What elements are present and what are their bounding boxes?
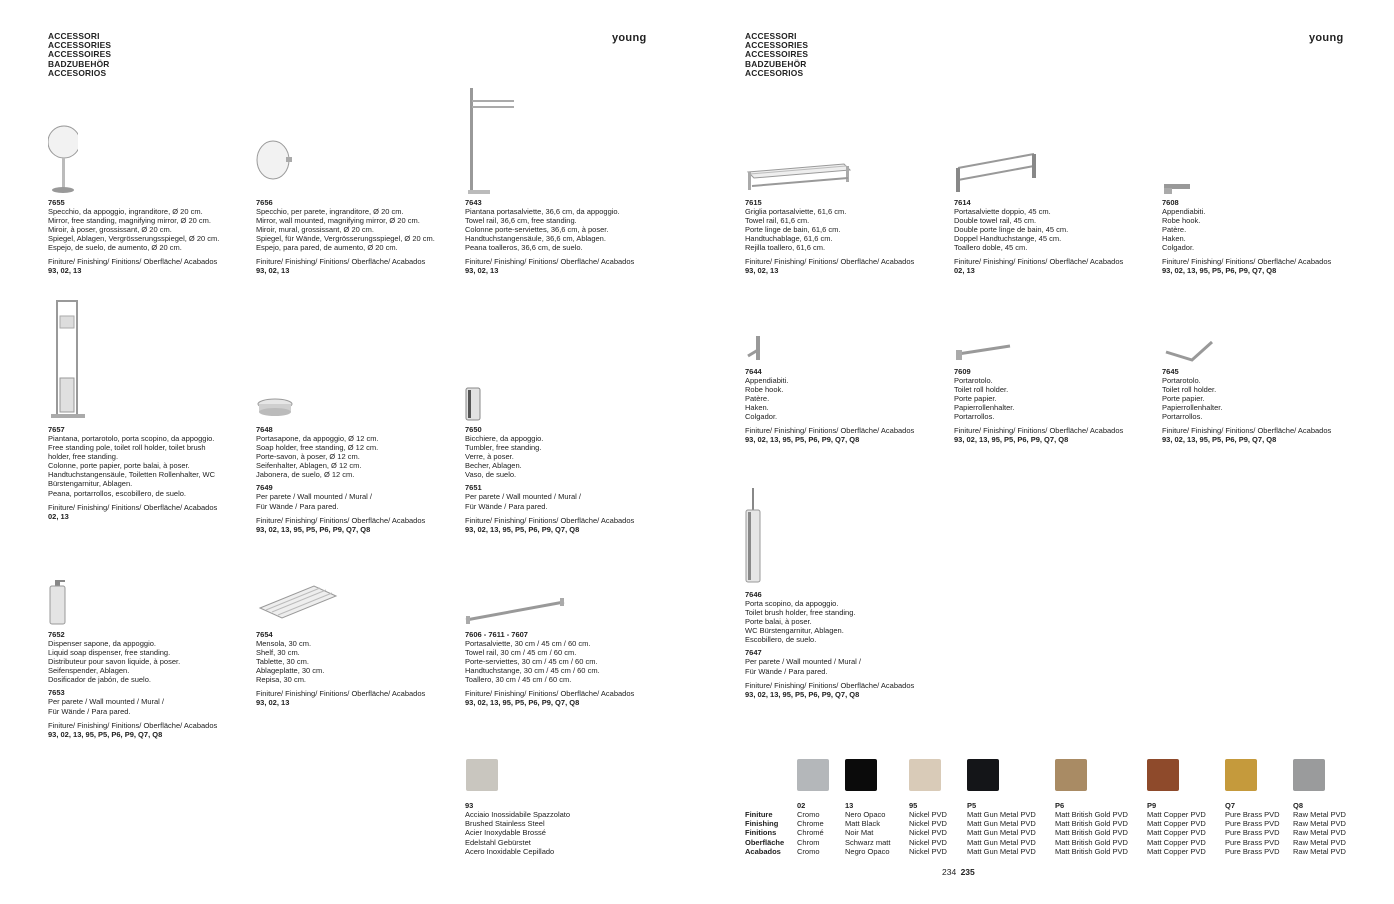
category-heading-left — [48, 32, 111, 78]
product-code: 7646 — [745, 590, 762, 599]
finish-header-line: Finitions — [745, 828, 777, 838]
swatch-color — [797, 759, 829, 791]
swatch-q7 — [1225, 759, 1280, 856]
swatch-93 — [466, 759, 498, 791]
product-code: 7615 — [745, 198, 762, 207]
finishing-label: Finiture/ Finishing/ Finitions/ Oberfläche/ Acabados — [954, 426, 1124, 436]
swatch-code: 93 — [465, 801, 474, 810]
product-code: 7643 — [465, 198, 482, 207]
swatch-p9 — [1147, 759, 1206, 856]
product-description: Portasalviette doppio, 45 cm. Double towel rail, 45 cm. Double porte linge de bain, 45 cm. Doppel Handtuchstange, 45 cm. Toallero doble, 45 cm. — [954, 207, 1069, 253]
product-description: Porta scopino, da appoggio. Toilet brush holder, free standing. Porte balai, à poser. WC Bürstengarnitur, Ablagen. Escobillero, de suelo. — [745, 599, 856, 645]
swatch-names: Cromo Chrome Chromé Chrom Cromo — [797, 810, 824, 856]
product-code: 7650 — [465, 425, 482, 434]
finishing-codes: 93, 02, 13, 95, P5, P6, P9, Q7, Q8 — [745, 689, 860, 699]
finishing-label: Finiture/ Finishing/ Finitions/ Oberfläche/ Acabados — [1162, 257, 1332, 267]
product-code: 7656 — [256, 198, 273, 207]
swatch-95 — [909, 759, 947, 856]
product-description: Appendiabiti. Robe hook. Patère. Haken. Colgador. — [745, 376, 789, 422]
finish-header-line: Finiture — [745, 810, 773, 819]
finish-header-line: Acabados — [745, 846, 781, 856]
page-numbers — [942, 867, 975, 877]
category-line: ACCESORIOS — [48, 67, 107, 78]
category-line: ACCESSORIES — [745, 40, 809, 51]
product-code-wall: 7649 — [256, 483, 273, 493]
swatch-code: 13 — [845, 801, 854, 810]
product-code: 7654 — [256, 630, 273, 639]
towel-rail-image — [464, 596, 568, 626]
product-code: 7609 — [954, 367, 971, 376]
finishing-codes: 93, 02, 13, 95, P5, P6, P9, Q7, Q8 — [1162, 266, 1277, 276]
product-code: 7606 - 7611 - 7607 — [465, 630, 528, 639]
category-line: ACCESSORI — [48, 31, 100, 41]
swatch-names: Nero Opaco Matt Black Noir Mat Schwarz matt Negro Opaco — [845, 810, 891, 856]
swatch-color — [909, 759, 941, 791]
towel-stand-image — [466, 86, 518, 196]
finishing-codes: 93, 02, 13, 95, P5, P6, P9, Q7, Q8 — [1162, 435, 1277, 445]
roll-holder-7645-image — [1162, 338, 1216, 364]
brand-label-left: young — [612, 32, 647, 44]
swatch-names: Raw Metal PVD Raw Metal PVD Raw Metal PVD Raw Metal PVD Raw Metal PVD — [1293, 810, 1346, 856]
swatch-code: P6 — [1055, 801, 1065, 810]
product-description: Piantana, portarotolo, porta scopino, da appoggio. Free standing pole, toilet roll holder, toilet brush holder, free standing. Colonne, porte papier, porte balai, à poser. Handtuchstangensäule, Toiletten Rollenhalter, WC Bürstengarnitur, Ablagen. Peana, portarrollos, escobillero, de suelo. — [48, 434, 216, 498]
product-7606 — [465, 630, 665, 707]
product-code-wall: 7647 — [745, 648, 762, 658]
finishing-codes: 93, 02, 13 — [256, 266, 290, 276]
product-description-wall: Per parete / Wall mounted / Mural / Für Wände / Para pared. — [256, 492, 373, 511]
finishing-codes: 93, 02, 13, 95, P5, P6, P9, Q7, Q8 — [465, 698, 580, 708]
finishing-codes: 02, 13 — [954, 266, 975, 276]
finishing-codes: 93, 02, 13, 95, P5, P6, P9, Q7, Q8 — [48, 729, 163, 739]
swatch-names: Matt Copper PVD Matt Copper PVD Matt Copper PVD Matt Copper PVD Matt Copper PVD — [1147, 810, 1206, 856]
product-7652 — [48, 630, 248, 739]
roll-holder-7609-image — [954, 340, 1014, 364]
swatch-code: P9 — [1147, 801, 1157, 810]
finishing-label: Finiture/ Finishing/ Finitions/ Oberfläche/ Acabados — [256, 515, 426, 525]
finishing-codes: 93, 02, 13 — [256, 698, 290, 708]
swatch-02 — [797, 759, 829, 856]
product-7650 — [465, 425, 665, 534]
category-line: ACCESSORIES — [48, 40, 112, 51]
shelf-image — [256, 584, 340, 624]
swatch-names: Matt British Gold PVD Matt British Gold PVD Matt British Gold PVD Matt British Gold PVD Matt British Gold PVD — [1055, 810, 1128, 856]
category-line: ACCESSOIRES — [48, 49, 112, 60]
swatch-13 — [845, 759, 890, 856]
product-description-wall: Per parete / Wall mounted / Mural / Für Wände / Para pared. — [745, 657, 862, 676]
brand-label-right: young — [1309, 32, 1344, 44]
product-description: Mensola, 30 cm. Shelf, 30 cm. Tablette, 30 cm. Ablageplatte, 30 cm. Repisa, 30 cm. — [256, 639, 325, 685]
category-line: ACCESSORI — [745, 31, 797, 41]
category-heading-right — [745, 32, 808, 78]
finishing-label: Finiture/ Finishing/ Finitions/ Oberfläche/ Acabados — [465, 515, 635, 525]
finishing-label: Finiture/ Finishing/ Finitions/ Oberfläche/ Acabados — [954, 257, 1124, 267]
swatch-color — [1055, 759, 1087, 791]
product-code: 7614 — [954, 198, 971, 207]
product-description: Piantana portasalviette, 36,6 cm, da appoggio. Towel rail, 36,6 cm, free standing. Colonne porte-serviettes, 36,6 cm, à poser. Handtuchstangensäule, 36,6 cm, Ablagen. Peana toalleros, 36,6 cm, de suelo. — [465, 207, 620, 253]
product-code: 7645 — [1162, 367, 1179, 376]
product-7614 — [954, 198, 1154, 275]
product-description: Specchio, da appoggio, ingranditore, Ø 20 cm. Mirror, free standing, magnifying mirror, Ø 20 cm. Miroir, à poser, grossissant, Ø 20 cm. Spiegel, Ablagen, Vergrösserungsspiegel, Ø 20 cm. Espejo, de suelo, de aumento, Ø 20 cm. — [48, 207, 220, 253]
product-code: 7652 — [48, 630, 65, 639]
product-7654 — [256, 630, 456, 707]
finishing-label: Finiture/ Finishing/ Finitions/ Oberfläche/ Acabados — [745, 257, 915, 267]
swatch-code: P5 — [967, 801, 977, 810]
product-description: Griglia portasalviette, 61,6 cm. Towel rail, 61,6 cm. Porte linge de bain, 61,6 cm. Handtuchablage, 61,6 cm. Rejilla toallero, 61,6 cm. — [745, 207, 847, 253]
category-line: ACCESSOIRES — [745, 49, 809, 60]
swatch-names: Nickel PVD Nickel PVD Nickel PVD Nickel PVD Nickel PVD — [909, 810, 947, 856]
product-7648 — [256, 425, 456, 534]
swatch-code: Q8 — [1293, 801, 1304, 810]
finishing-codes: 93, 02, 13, 95, P5, P6, P9, Q7, Q8 — [465, 524, 580, 534]
product-7645 — [1162, 367, 1362, 444]
product-description: Portasalviette, 30 cm / 45 cm / 60 cm. Towel rail, 30 cm / 45 cm / 60 cm. Porte-serviettes, 30 cm / 45 cm / 60 cm. Handtuchstange, 30 cm / 45 cm / 60 cm. Toallero, 30 cm / 45 cm / 60 cm. — [465, 639, 600, 685]
towel-shelf-image — [744, 160, 854, 196]
product-7646 — [745, 590, 945, 699]
finishing-codes: 93, 02, 13 — [465, 266, 499, 276]
product-code: 7648 — [256, 425, 273, 434]
swatch-names: Pure Brass PVD Pure Brass PVD Pure Brass PVD Pure Brass PVD Pure Brass PVD — [1225, 810, 1280, 856]
finishing-label: Finiture/ Finishing/ Finitions/ Oberfläche/ Acabados — [256, 689, 426, 699]
swatch-p6 — [1055, 759, 1128, 856]
finishing-codes: 93, 02, 13, 95, P5, P6, P9, Q7, Q8 — [256, 524, 371, 534]
product-7644 — [745, 367, 945, 444]
product-description-wall: Per parete / Wall mounted / Mural / Für Wände / Para pared. — [465, 492, 582, 511]
page-number-left: 234 — [942, 867, 957, 877]
product-description: Portarotolo. Toilet roll holder. Porte papier. Papierrollenhalter. Portarrollos. — [1162, 376, 1223, 422]
swatch-p5 — [967, 759, 1036, 856]
product-code: 7655 — [48, 198, 65, 207]
finishing-label: Finiture/ Finishing/ Finitions/ Oberfläche/ Acabados — [745, 680, 915, 690]
finishing-label: Finiture/ Finishing/ Finitions/ Oberfläche/ Acabados — [1162, 426, 1332, 436]
finishing-codes: 93, 02, 13 — [745, 266, 779, 276]
product-code: 7657 — [48, 425, 65, 434]
product-code: 7644 — [745, 367, 762, 376]
soap-dispenser-image — [46, 578, 70, 626]
product-7643 — [465, 198, 665, 275]
product-description: Bicchiere, da appoggio. Tumbler, free standing. Verre, à poser. Becher, Ablagen. Vaso, de suelo. — [465, 434, 544, 480]
toilet-brush-image — [742, 486, 766, 586]
product-7609 — [954, 367, 1154, 444]
swatch-color — [967, 759, 999, 791]
product-code-wall: 7653 — [48, 688, 65, 698]
product-description: Specchio, per parete, ingranditore, Ø 20 cm. Mirror, wall mounted, magnifying mirror, Ø 20 cm. Miroir, mural, grossissant, Ø 20 cm. Spiegel, für Wände, Vergrösserungsspiegel, Ø 20 cm. Espejo, para pared, de aumento, Ø 20 cm. — [256, 207, 435, 253]
soap-dish-image — [256, 396, 296, 418]
finishing-label: Finiture/ Finishing/ Finitions/ Oberfläche/ Acabados — [465, 257, 635, 267]
product-description: Appendiabiti. Robe hook. Patère. Haken. Colgador. — [1162, 207, 1206, 253]
product-code: 7608 — [1162, 198, 1179, 207]
finishing-codes: 93, 02, 13, 95, P5, P6, P9, Q7, Q8 — [954, 435, 1069, 445]
tumbler-image — [464, 386, 484, 422]
swatch-color — [1147, 759, 1179, 791]
finishing-codes: 93, 02, 13, 95, P5, P6, P9, Q7, Q8 — [745, 435, 860, 445]
product-description: Portarotolo. Toilet roll holder. Porte papier. Papierrollenhalter. Portarrollos. — [954, 376, 1015, 422]
swatch-color — [845, 759, 877, 791]
swatch-q8 — [1293, 759, 1346, 856]
double-towel-rail-image — [954, 150, 1040, 196]
swatch-color — [1293, 759, 1325, 791]
toilet-stand-image — [48, 296, 88, 422]
swatch-color — [1225, 759, 1257, 791]
page-number-right: 235 — [960, 867, 975, 877]
finish-header-line: Oberfläche — [745, 837, 785, 847]
finishing-label: Finiture/ Finishing/ Finitions/ Oberfläche/ Acabados — [48, 502, 218, 512]
product-7615 — [745, 198, 945, 275]
category-line: ACCESORIOS — [745, 67, 804, 78]
finishing-label: Finiture/ Finishing/ Finitions/ Oberfläche/ Acabados — [48, 257, 218, 267]
category-line: BADZUBEHÖR — [48, 58, 110, 69]
finishing-label: Finiture/ Finishing/ Finitions/ Oberfläche/ Acabados — [256, 257, 426, 267]
finishing-label: Finiture/ Finishing/ Finitions/ Oberfläche/ Acabados — [745, 426, 915, 436]
category-line: BADZUBEHÖR — [745, 58, 807, 69]
mirror-wall-image — [256, 140, 294, 185]
product-7657 — [48, 425, 248, 521]
mirror-stand-image — [48, 118, 78, 198]
product-description: Portasapone, da appoggio, Ø 12 cm. Soap holder, free standing, Ø 12 cm. Porte-savon, à poser, Ø 12 cm. Seifenhalter, Ablagen, Ø 12 cm. Jabonera, de suelo, Ø 12 cm. — [256, 434, 379, 480]
finishing-label: Finiture/ Finishing/ Finitions/ Oberfläche/ Acabados — [465, 689, 635, 699]
swatch-code: 95 — [909, 801, 918, 810]
swatch-code: Q7 — [1225, 801, 1236, 810]
product-7655 — [48, 198, 248, 275]
product-code-wall: 7651 — [465, 483, 482, 493]
finishing-codes: 02, 13 — [48, 511, 69, 521]
finishing-codes: 93, 02, 13 — [48, 266, 82, 276]
robe-hook-image — [1162, 180, 1194, 196]
product-7608 — [1162, 198, 1362, 275]
robe-hook-7644-image — [744, 334, 766, 364]
swatch-code: 02 — [797, 801, 806, 810]
swatch-names: Matt Gun Metal PVD Matt Gun Metal PVD Matt Gun Metal PVD Matt Gun Metal PVD Matt Gun Metal PVD — [967, 810, 1036, 856]
finish-header-line: Finishing — [745, 819, 779, 829]
swatch-description: Acciaio Inossidabile Spazzolato Brushed Stainless Steel Acier Inoxydable Brossé Edelstahl Gebürstet Acero Inoxidable Cepillado — [465, 810, 571, 856]
product-7656 — [256, 198, 456, 275]
swatch-93-text — [465, 801, 665, 856]
product-description-wall: Per parete / Wall mounted / Mural / Für Wände / Para pared. — [48, 697, 165, 716]
finish-legend-header — [745, 810, 784, 856]
finishing-label: Finiture/ Finishing/ Finitions/ Oberfläche/ Acabados — [48, 720, 218, 730]
product-description: Dispenser sapone, da appoggio. Liquid soap dispenser, free standing. Distributeur pour savon liquide, à poser. Seifenspender, Ablagen. Dosificador de jabón, de suelo. — [48, 639, 181, 685]
